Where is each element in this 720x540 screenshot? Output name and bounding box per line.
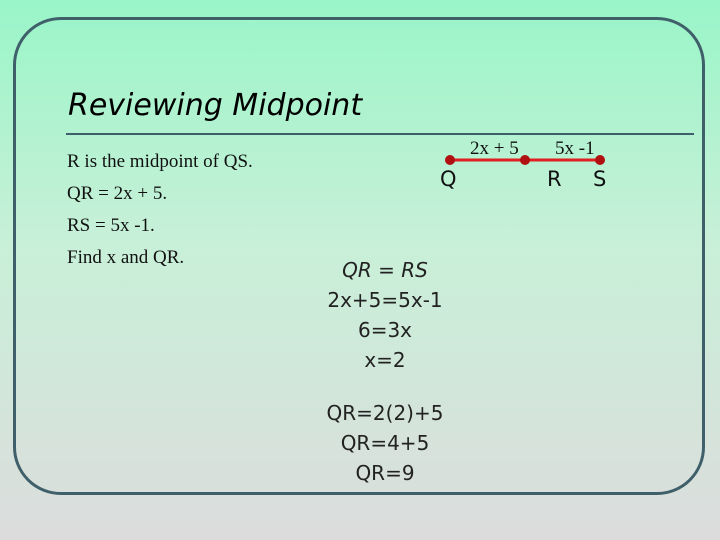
solution-line: 6=3x <box>357 318 413 342</box>
given-list <box>67 146 253 274</box>
point-label-s: S <box>593 167 607 191</box>
segment-label-qr: 2x + 5 <box>470 138 519 159</box>
solution-qr-block <box>285 398 485 488</box>
segment-label-rs: 5x -1 <box>555 138 595 159</box>
solution-line: QR=4+5 <box>340 431 430 455</box>
solution-line: x=2 <box>364 348 406 372</box>
solution-line: 2x+5=5x-1 <box>327 288 443 312</box>
point-q-dot <box>445 155 455 165</box>
title-underline <box>66 133 694 135</box>
given-item: R is the midpoint of QS. <box>67 151 253 172</box>
slide-title: Reviewing Midpoint <box>68 88 363 123</box>
point-label-q: Q <box>440 167 457 191</box>
solution-line: QR=9 <box>355 461 415 485</box>
segment-diagram <box>440 138 620 198</box>
given-item: RS = 5x -1. <box>67 215 155 236</box>
solution-line: QR = RS <box>342 258 428 282</box>
solution-line: QR=2(2)+5 <box>326 401 444 425</box>
point-label-r: R <box>547 167 562 191</box>
point-s-dot <box>595 155 605 165</box>
point-r-dot <box>520 155 530 165</box>
given-item: QR = 2x + 5. <box>67 183 168 204</box>
given-item: Find x and QR. <box>67 247 185 268</box>
solution-x-block <box>285 255 485 375</box>
